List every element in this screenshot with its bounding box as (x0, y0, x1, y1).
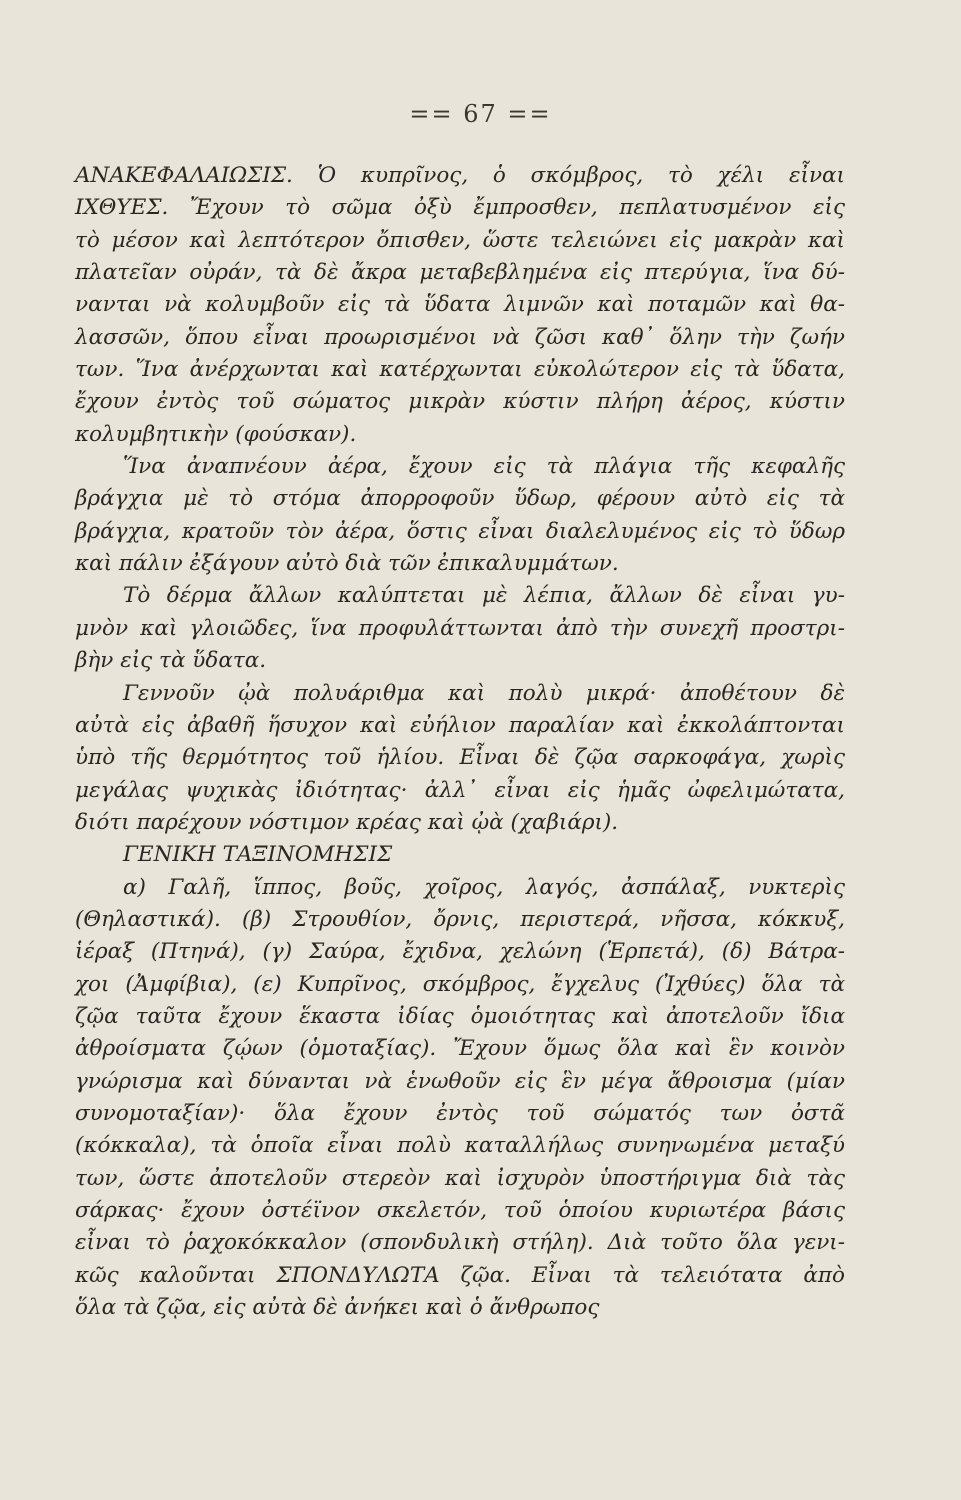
text-line: (Θηλαστικά). (β) Στρουθίον, ὄρνις, περιστερά, νῆσσα, κόκκυξ, (75, 906, 845, 932)
text-line: τὸ μέσον καὶ λεπτότερον ὄπισθεν, ὥστε τελειώνει εἰς μακρὰν καὶ (75, 227, 845, 253)
text-line: ἱέραξ (Πτηνά), (γ) Σαύρα, ἔχιδνα, χελώνη (Ἑρπετά), (δ) Βάτρα- (75, 939, 845, 965)
text-line: ἔχουν ἐντὸς τοῦ σώματος μικρὰν κύστιν πλήρη ἀέρος, κύστιν (75, 389, 845, 415)
text-line: συνομοταξίαν)· ὅλα ἔχουν ἐντὸς τοῦ σώματός των ὀστᾶ (75, 1100, 845, 1126)
text-line: Γεννοῦν ᾠὰ πολυάριθμα καὶ πολὺ μικρά· ἀποθέτουν δὲ (123, 680, 845, 706)
body-text (75, 160, 845, 1324)
text-line: βράγχια, κρατοῦν τὸν ἀέρα, ὅστις εἶναι διαλελυμένος εἰς τὸ ὕδωρ (75, 518, 845, 544)
text-line: γνώρισμα καὶ δύνανται νὰ ἑνωθοῦν εἰς ἓν μέγα ἄθροισμα (μίαν (75, 1068, 845, 1094)
section-heading: ΓΕΝΙΚΗ ΤΑΞΙΝΟΜΗΣΙΣ (123, 842, 393, 868)
text-line: ζῷα ταῦτα ἔχουν ἕκαστα ἰδίας ὁμοιότητας καὶ ἀποτελοῦν ἴδια (75, 1003, 845, 1029)
text-line: αὐτὰ εἰς ἀβαθῆ ἥσυχον καὶ εὐήλιον παραλίαν καὶ ἐκκολάπτονται (75, 712, 845, 738)
text-line: ΙΧΘΥΕΣ. Ἔχουν τὸ σῶμα ὀξὺ ἔμπροσθεν, πεπλατυσμένον εἰς (75, 195, 845, 221)
text-line: ὅλα τὰ ζῷα, εἰς αὐτὰ δὲ ἀνήκει καὶ ὁ ἄνθρωπος (75, 1295, 600, 1321)
text-line: (κόκκαλα), τὰ ὁποῖα εἶναι πολὺ καταλλήλως συνηνωμένα μεταξύ (75, 1133, 845, 1159)
text-line: νανται νὰ κολυμβοῦν εἰς τὰ ὕδατα λιμνῶν καὶ ποταμῶν καὶ θα- (75, 292, 845, 318)
page-number: == 67 == (409, 100, 552, 128)
text-line: ΑΝΑΚΕΦΑΛΑΙΩΣΙΣ. Ὁ κυπρῖνος, ὁ σκόμβρος, τὸ χέλι εἶναι (75, 163, 845, 188)
text-line: λασσῶν, ὅπου εἶναι προωρισμένοι νὰ ζῶσι καθ᾽ ὅλην τὴν ζωήν (75, 324, 845, 350)
text-line: ἀθροίσματα ζῴων (ὁμοταξίας). Ἔχουν ὅμως ὅλα καὶ ἓν κοινὸν (75, 1036, 845, 1062)
text-line: Ἵνα ἀναπνέουν ἀέρα, ἔχουν εἰς τὰ πλάγια τῆς κεφαλῆς (123, 454, 845, 480)
text-line: των, ὥστε ἀποτελοῦν στερεὸν καὶ ἰσχυρὸν ὑποστήριγμα διὰ τὰς (75, 1165, 845, 1191)
text-line: βὴν εἰς τὰ ὕδατα. (75, 648, 267, 674)
text-line: διότι παρέχουν νόστιμον κρέας καὶ ᾠὰ (χαβιάρι). (75, 809, 619, 835)
text-line: βράγχια μὲ τὸ στόμα ἀπορροφοῦν ὕδωρ, φέρουν αὐτὸ εἰς τὰ (75, 486, 845, 512)
text-line: καὶ πάλιν ἐξάγουν αὐτὸ διὰ τῶν ἐπικαλυμμάτων. (75, 551, 619, 577)
text-line: Τὸ δέρμα ἄλλων καλύπτεται μὲ λέπια, ἄλλων δὲ εἶναι γυ- (123, 583, 845, 609)
text-line: κῶς καλοῦνται ΣΠΟΝΔΥΛΩΤΑ ζῷα. Εἶναι τὰ τελειότατα ἀπὸ (75, 1262, 845, 1288)
text-line: πλατεῖαν οὐράν, τὰ δὲ ἄκρα μεταβεβλημένα εἰς πτερύγια, ἵνα δύ- (75, 260, 845, 286)
text-line: σάρκας· ἔχουν ὀστέϊνον σκελετόν, τοῦ ὁποίου κυριωτέρα βάσις (75, 1198, 845, 1223)
text-line: των. Ἵνα ἀνέρχωνται καὶ κατέρχωνται εὐκολώτερον εἰς τὰ ὕδατα, (75, 357, 845, 383)
text-line: μνὸν καὶ γλοιῶδες, ἵνα προφυλάττωνται ἀπὸ τὴν συνεχῆ προστρι- (75, 615, 845, 641)
text-line: χοι (Ἀμφίβια), (ε) Κυπρῖνος, σκόμβρος, ἔγχελυς (Ἰχθύες) ὅλα τὰ (75, 971, 845, 997)
text-line: μεγάλας ψυχικὰς ἰδιότητας· ἀλλ᾽ εἶναι εἰς ἡμᾶς ὠφελιμώτατα, (75, 777, 845, 803)
text-line: α) Γαλῆ, ἵππος, βοῦς, χοῖρος, λαγός, ἀσπάλαξ, νυκτερὶς (123, 874, 845, 900)
text-line: εἶναι τὸ ῥαχοκόκκαλον (σπονδυλικὴ στήλη). Διὰ τοῦτο ὅλα γενι- (75, 1230, 845, 1256)
text-line: ὑπὸ τῆς θερμότητος τοῦ ἡλίου. Εἶναι δὲ ζῷα σαρκοφάγα, χωρὶς (75, 745, 845, 771)
text-line: κολυμβητικὴν (φούσκαν). (75, 421, 357, 447)
